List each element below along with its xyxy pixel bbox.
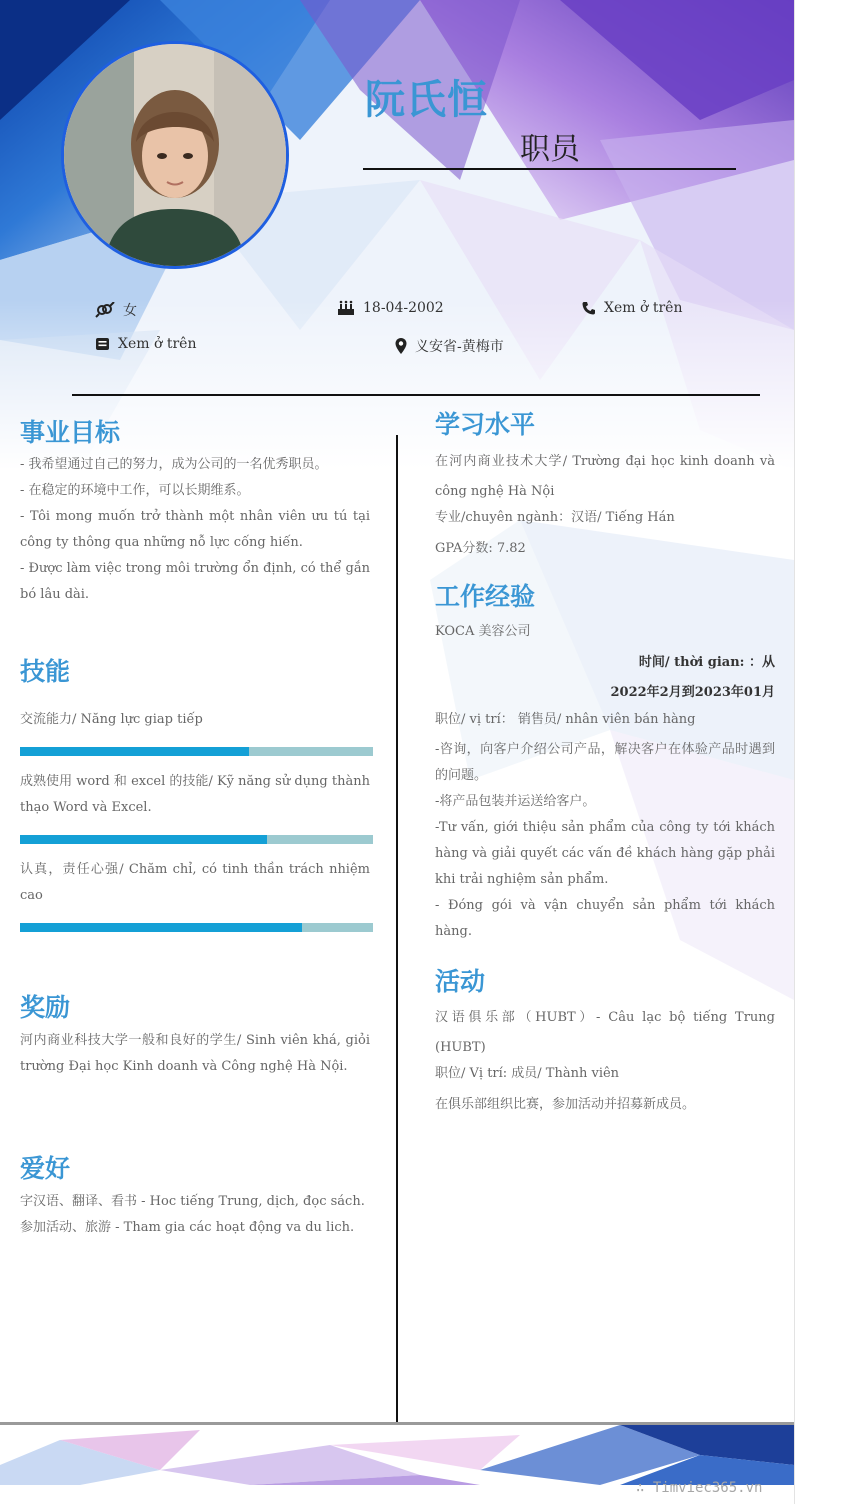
hobby-line: 字汉语、翻译、看书 - Hoc tiếng Trung, dịch, đọc sách. xyxy=(20,1194,365,1209)
hobby-line: 参加活动、旅游 - Tham gia các hoạt động va du lich. xyxy=(20,1220,355,1235)
birthday-value: 18-04-2002 xyxy=(363,300,444,316)
awards-text: 河内商业科技大学一般和良好的学生/ Sinh viên khá, giỏi trường Đại học Kinh doanh và Công nghệ Hà Nội. xyxy=(20,1033,370,1074)
candidate-name: 阮氏恒 xyxy=(365,77,488,123)
phone-info xyxy=(582,300,682,316)
skills-heading: 技能 xyxy=(20,657,71,686)
site-watermark: ∴ Timviec365.vn xyxy=(636,1480,763,1496)
objective-heading: 事业目标 xyxy=(20,418,121,447)
address-info xyxy=(395,336,504,356)
skill-label: 交流能力/ Năng lực giap tiếp xyxy=(20,712,203,727)
objective-line: - 我希望通过自己的努力，成为公司的一名优秀职员。 xyxy=(20,457,328,472)
phone-icon xyxy=(582,301,596,315)
name-divider xyxy=(363,168,736,170)
skill-label: 认真，责任心强/ Chăm chỉ, có tinh thần trách nhiệm cao xyxy=(20,862,370,903)
activities-heading: 活动 xyxy=(435,967,486,996)
duty-line: -咨询，向客户介绍公司产品，解决客户在体验产品时遇到的问题。 xyxy=(435,742,775,783)
skill-label: 成熟使用 word 和 excel 的技能/ Kỹ năng sử dụng thành thạo Word và Excel. xyxy=(20,774,370,815)
avatar-picture xyxy=(64,44,286,266)
experience-time-range: 2022年2月到2023年01月 xyxy=(610,685,775,700)
education-heading: 学习水平 xyxy=(435,410,536,439)
experience-company: KOCA 美容公司 xyxy=(435,624,531,639)
experience-position: 职位/ vị trí： 销售员/ nhân viên bán hàng xyxy=(435,712,696,727)
gender-icon xyxy=(95,302,115,318)
objective-line: - Được làm việc trong môi trường ổn định, có thể gắn bó lâu dài. xyxy=(20,561,370,602)
objective-line: - 在稳定的环境中工作，可以长期维系。 xyxy=(20,483,250,498)
education-major: 专业/chuyên ngành：汉语/ Tiếng Hán xyxy=(435,510,675,525)
birthday-info xyxy=(337,300,444,316)
awards-heading: 奖励 xyxy=(20,993,71,1022)
experience-time xyxy=(435,648,775,708)
experience-time-label: 时间/ thời gian: ：从 xyxy=(638,655,775,670)
email-value: Xem ở trên xyxy=(118,336,197,352)
skill-bar xyxy=(20,923,373,932)
hobbies-heading: 爱好 xyxy=(20,1154,71,1183)
address-value: 义安省-黄梅市 xyxy=(415,339,504,355)
objective-text xyxy=(20,452,370,608)
page-edge xyxy=(794,0,795,1504)
education-school: 在河内商业技术大学/ Trường đại học kinh doanh và công nghệ Hà Nội xyxy=(435,454,775,499)
gender-info xyxy=(95,300,137,320)
header-divider xyxy=(72,394,760,396)
duty-line: - Đóng gói và vận chuyển sản phẩm tới khách hàng. xyxy=(435,898,775,939)
email-info xyxy=(95,336,196,352)
experience-heading: 工作经验 xyxy=(435,582,536,611)
footer-background xyxy=(0,1425,794,1485)
column-divider xyxy=(396,435,398,1438)
activities-club: 汉语俱乐部（HUBT）- Câu lạc bộ tiếng Trung (HUBT) xyxy=(435,1010,775,1055)
duty-line: -将产品包装并运送给客户。 xyxy=(435,794,596,809)
phone-value: Xem ở trên xyxy=(604,300,683,316)
activities-description: 在俱乐部组织比赛，参加活动并招募新成员。 xyxy=(435,1097,696,1112)
duty-line: -Tư vấn, giới thiệu sản phẩm của công ty tới khách hàng và giải quyết các vấn đề khách hàng gặp phải khi trải nghiệm sản phẩm. xyxy=(435,820,775,887)
education-gpa: GPA分数: 7.82 xyxy=(435,541,526,556)
activities-position: 职位/ Vị trí: 成员/ Thành viên xyxy=(435,1066,620,1081)
hobbies-text xyxy=(20,1189,370,1241)
skill-bar xyxy=(20,835,373,844)
experience-duties xyxy=(435,737,775,945)
skill-bar-fill xyxy=(20,835,267,844)
job-title: 职员 xyxy=(520,132,580,167)
objective-line: - Tôi mong muốn trở thành một nhân viên ưu tú tại công ty thông qua những nỗ lực cống hiến. xyxy=(20,509,370,550)
skill-bar xyxy=(20,747,373,756)
skill-bar-fill xyxy=(20,747,249,756)
gender-value: 女 xyxy=(123,303,137,319)
skill-bar-fill xyxy=(20,923,302,932)
email-icon xyxy=(95,337,110,351)
map-marker-icon xyxy=(395,338,407,354)
profile-photo xyxy=(61,41,289,269)
birthday-cake-icon xyxy=(337,300,355,316)
